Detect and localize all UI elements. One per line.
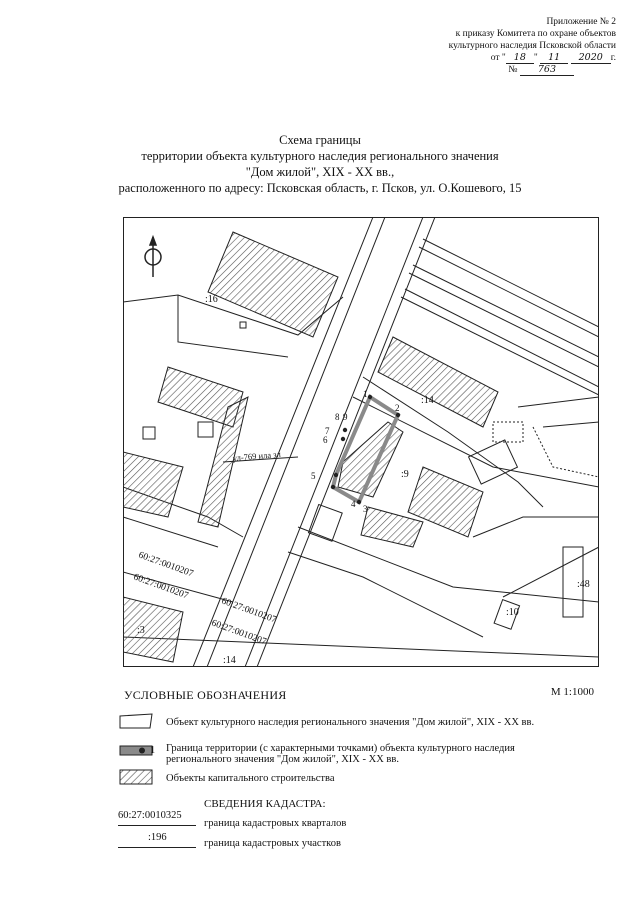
building-3 [123,597,183,662]
label-point-5: 5 [311,471,316,481]
legend-item-heritage: Объект культурного наследия регионального значения "Дом жилой", XIX - XX вв. [166,717,535,728]
cadastre-parcel-text: граница кадастровых участков [204,838,341,849]
label-building: ул-769 ила зл [232,448,282,463]
label-quarter-2: 60:27:0010207 [131,572,190,602]
scheme-title: Схема границы территории объекта культурного наследия регионального значения "Дом жилой", XIX - XX вв., расположенного по адресу: Псковская область, г. Псков, ул. О.Кошевого, 15 [118,133,522,195]
appendix-block [449,16,616,76]
label-point-3: 3 [363,504,368,514]
label-48: :48 [577,579,590,590]
label-quarter-3: 60:27:0010207 [219,596,278,626]
map-scale: М 1:1000 [550,686,594,698]
label-point-4: 4 [351,499,356,509]
cadastre-quarter-value: 60:27:0010325 [118,810,182,821]
label-quarter-4: 60:27:0010207 [209,618,268,648]
appendix-number: № 763 [449,64,574,76]
legend-symbol-heritage [118,712,154,730]
cadastral-map [123,217,599,667]
label-9: :9 [401,469,409,480]
legend-item-boundary: Граница территории (с характерными точками) объекта культурного наследия регионального значения "Дом жилой", XIX - XX вв. [166,743,515,765]
heritage-house [338,422,403,497]
legend-item-buildings: Объекты капитального строительства [166,773,335,784]
legend-point-number: 1 [150,745,156,756]
cadastre-quarter-line [118,825,196,826]
label-point-2: 2 [395,403,400,413]
map-frame [124,218,599,667]
order-number: 763 [520,64,574,76]
legend-heading: УСЛОВНЫЕ ОБОЗНАЧЕНИЯ [124,688,287,702]
label-point-8: 8 [335,412,340,422]
appendix-date: от " 18 " 11 2020 г. [490,52,616,63]
label-point-7: 7 [325,426,330,436]
appendix-line-2: к приказу Комитета по охране объектов [455,29,616,39]
compass-icon [145,237,161,277]
label-14b: :14 [223,655,236,666]
label-quarter-1: 60:27:0010207 [136,550,195,580]
label-14: :14 [421,395,434,406]
cadastre-quarter-text: граница кадастровых кварталов [204,818,347,829]
date-year: 2020 [571,52,611,64]
appendix-line-1: Приложение № 2 [546,17,616,27]
label-16: :16 [205,294,218,305]
legend-symbol-buildings [118,768,154,786]
label-point-9: 9 [343,412,348,422]
label-10: :10 [506,607,519,618]
label-3: :3 [137,625,145,636]
date-month: 11 [540,52,568,64]
label-point-6: 6 [323,435,328,445]
legend-symbol-boundary [118,741,154,759]
cadastre-parcel-line [118,847,196,848]
cadastre-heading: СВЕДЕНИЯ КАДАСТРА: [204,798,326,810]
label-point-1: 1 [363,389,368,399]
building-16 [208,232,338,337]
appendix-line-3: культурного наследия Псковской области [448,41,616,51]
cadastre-parcel-value: :196 [148,832,167,843]
date-day: 18 [506,52,534,64]
building-west-3 [123,452,183,517]
